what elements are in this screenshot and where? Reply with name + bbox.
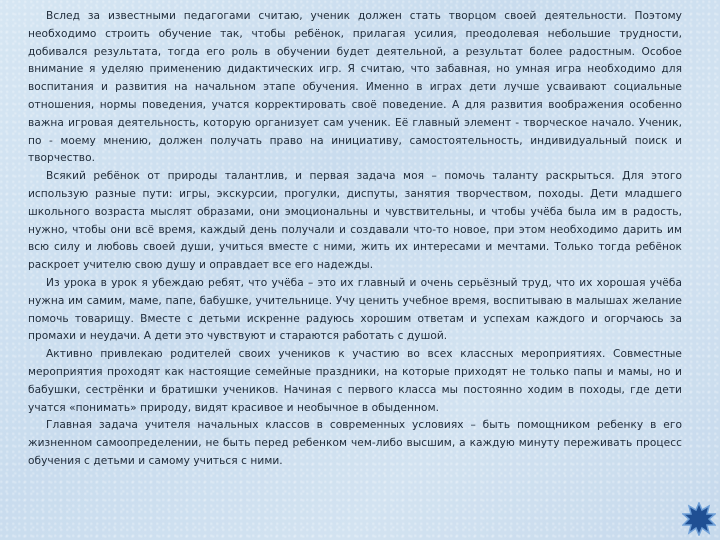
paragraph-4: Активно привлекаю родителей своих учеников к участию во всех классных мероприятиях. Совместные мероприятия проходят как настоящие семейные праздники, на которые приходят не только папы и мамы, но и бабушки, сестрёнки и братишки учеников. Начиная с первого класса мы постоянно ходим в походы, где дети учатся «понимать» природу, видят красивое и необычное в обыденном. — [28, 348, 682, 414]
paragraph-1: Вслед за известными педагогами считаю, ученик должен стать творцом своей деятельности. Поэтому необходимо строить обучение так, чтобы ребёнок, прилагая усилия, преодолевая небольшие трудности, добивался результата, тогда его роль в обучении будет деятельной, а результат более радостным. Особое внимание я уделяю применению дидактических игр. Я считаю, что забавная, но умная игра необходимо для воспитания и развития на начальном этапе обучения. Именно в играх дети лучше усваивают социальные отношения, нормы поведения, учатся корректировать своё поведение. А для развития воображения особенно важна игровая деятельность, которую организует сам ученик. Её главный элемент - творческое начало. Ученик, по - моему мнению, должен получать право на инициативу, самостоятельность, индивидуальный поиск и творчество. — [28, 10, 682, 165]
paragraph-3: Из урока в урок я убеждаю ребят, что учёба – это их главный и очень серьёзный труд, что их хорошая учёба нужна им самим, маме, папе, бабушке, учительнице. Учу ценить учебное время, воспитываю в малышах желание помочь товарищу. Вместе с детьми искренне радуюсь хорошим ответам и успехам каждого и огорчаюсь за промахи и неудачи. А дети это чувствуют и стараются работать с душой. — [28, 276, 682, 343]
text-body — [28, 8, 682, 471]
star-burst-icon[interactable] — [682, 502, 716, 536]
paragraph-5: Главная задача учителя начальных классов в современных условиях – быть помощником ребенку в его жизненном самоопределении, не быть перед ребенком чем-либо высшим, а каждую минуту переживать процесс обучения с детьми и самому учиться с ними. — [28, 419, 682, 467]
paragraph-2: Всякий ребёнок от природы талантлив, и первая задача моя – помочь таланту раскрыться. Для этого использую разные пути: игры, экскурсии, прогулки, диспуты, занятия творчеством, походы. Дети младшего школьного возраста мыслят образами, они эмоциональны и чувствительны, и чтобы учёба была им в радость, нужно, чтобы они всё время, каждый день получали и создавали что-то новое, при этом необходимо дарить им всю силу и любовь своей души, учиться вместе с ними, жить их интересами и мечтами. Только тогда ребёнок раскроет учителю свою душу и оправдает все его надежды. — [28, 170, 682, 272]
